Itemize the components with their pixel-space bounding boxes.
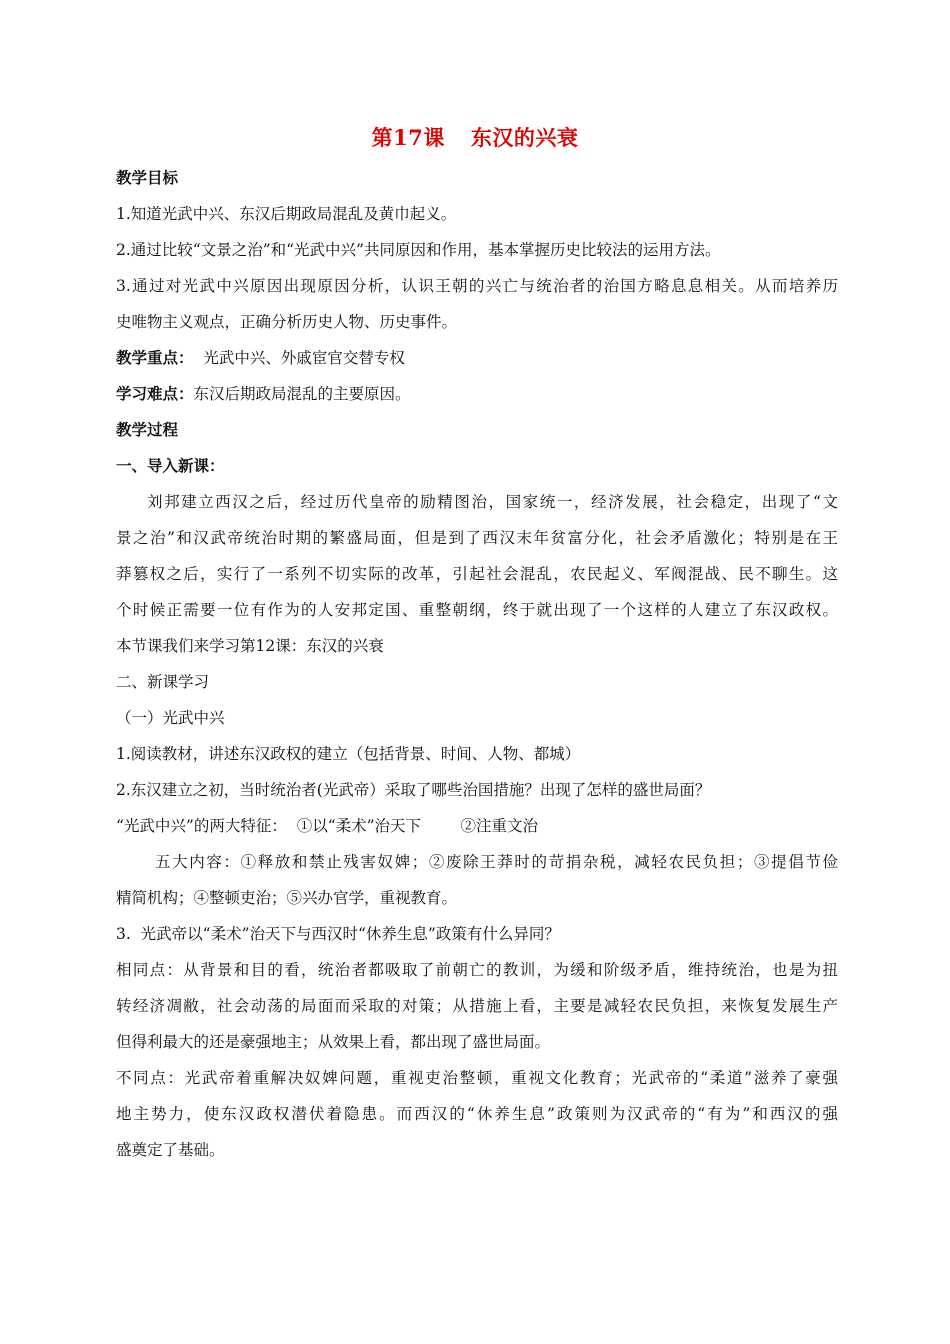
intro-heading: 一、导入新课： xyxy=(116,456,225,475)
question-2: 2.东汉建立之初，当时统治者(光武帝）采取了哪些治国措施？出现了怎样的盛世局面？ xyxy=(116,781,711,799)
similar-line-2: 转经济凋敝，社会动荡的局面而采取的对策；从措施上看，主要是减轻农民负担，来恢复发展生产 xyxy=(116,997,838,1015)
document-body xyxy=(116,160,838,1168)
question-3: 3. 光武帝以“柔术”治天下与西汉时“休养生息”政策有什么异同？ xyxy=(116,925,560,943)
goal-item-3: 3.通过对光武中兴原因出现原因分析，认识王朝的兴亡与统治者的治国方略息息相关。从而培养历 xyxy=(116,277,838,295)
intro-paragraph-line-2: 景之治”和汉武帝统治时期的繁盛局面，但是到了西汉末年贫富分化，社会矛盾激化；特别是在王 xyxy=(116,529,838,547)
intro-paragraph-line-4: 个时候正需要一位有作为的人安邦定国、重整朝纲，终于就出现了一个这样的人建立了东汉政权。 xyxy=(116,601,838,619)
contents-line-1: 五大内容：①释放和禁止残害奴婢；②废除王莽时的苛捐杂税，减轻农民负担；③提倡节俭 xyxy=(155,853,838,871)
contents-line-2: 精简机构；④整顿吏治；⑤兴办官学，重视教育。 xyxy=(116,889,458,907)
key-point xyxy=(116,340,838,376)
lesson-name: 东汉的兴衰 xyxy=(470,125,579,150)
different-line-3: 盛奠定了基础。 xyxy=(116,1141,225,1159)
intro-paragraph-line-3: 莽篡权之后，实行了一系列不切实际的改革，引起社会混乱，农民起义、军阀混战、民不聊生。这 xyxy=(116,565,838,583)
goals-heading: 教学目标 xyxy=(116,168,179,187)
similar-line-3: 但得利最大的还是豪强地主；从效果上看，都出现了盛世局面。 xyxy=(116,1033,551,1051)
features-line: “光武中兴”的两大特征： ①以“柔术”治天下 ②注重文治 xyxy=(116,817,538,835)
goal-item-1: 1.知道光武中兴、东汉后期政局混乱及黄巾起义。 xyxy=(116,205,457,223)
similar-line-1: 相同点：从背景和目的看，统治者都吸取了前朝亡的教训，为缓和阶级矛盾，维持统治，也是为扭 xyxy=(116,961,838,979)
difficulty-label: 学习难点： xyxy=(116,384,194,403)
section-1-heading: （一）光武中兴 xyxy=(116,709,225,727)
lesson-title xyxy=(0,122,950,152)
difficulty xyxy=(116,376,838,412)
intro-paragraph-line-1: 刘邦建立西汉之后，经过历代皇帝的励精图治，国家统一，经济发展，社会稳定，出现了“文 xyxy=(147,493,838,511)
process-heading: 教学过程 xyxy=(116,420,179,439)
key-point-label: 教学重点： xyxy=(116,348,194,367)
goal-item-2: 2.通过比较“文景之治”和“光武中兴”共同原因和作用，基本掌握历史比较法的运用方法。 xyxy=(116,241,721,259)
new-lesson-heading: 二、新课学习 xyxy=(116,673,210,691)
different-line-2: 地主势力，使东汉政权潜伏着隐患。而西汉的“休养生息”政策则为汉武帝的“有为”和西汉的强 xyxy=(116,1105,838,1123)
different-line-1: 不同点：光武帝着重解决奴婢问题，重视吏治整顿，重视文化教育；光武帝的“柔道”滋养了豪强 xyxy=(116,1069,838,1087)
goal-item-3-cont: 史唯物主义观点，正确分析历史人物、历史事件。 xyxy=(116,313,458,331)
lesson-number: 第17课 xyxy=(371,125,445,150)
key-point-text: 光武中兴、外戚宦官交替专权 xyxy=(203,349,405,367)
question-1: 1.阅读教材，讲述东汉政权的建立（包括背景、时间、人物、都城） xyxy=(116,745,581,763)
difficulty-text: 东汉后期政局混乱的主要原因。 xyxy=(193,385,411,403)
intro-closing: 本节课我们来学习第12课：东汉的兴衰 xyxy=(116,637,384,655)
